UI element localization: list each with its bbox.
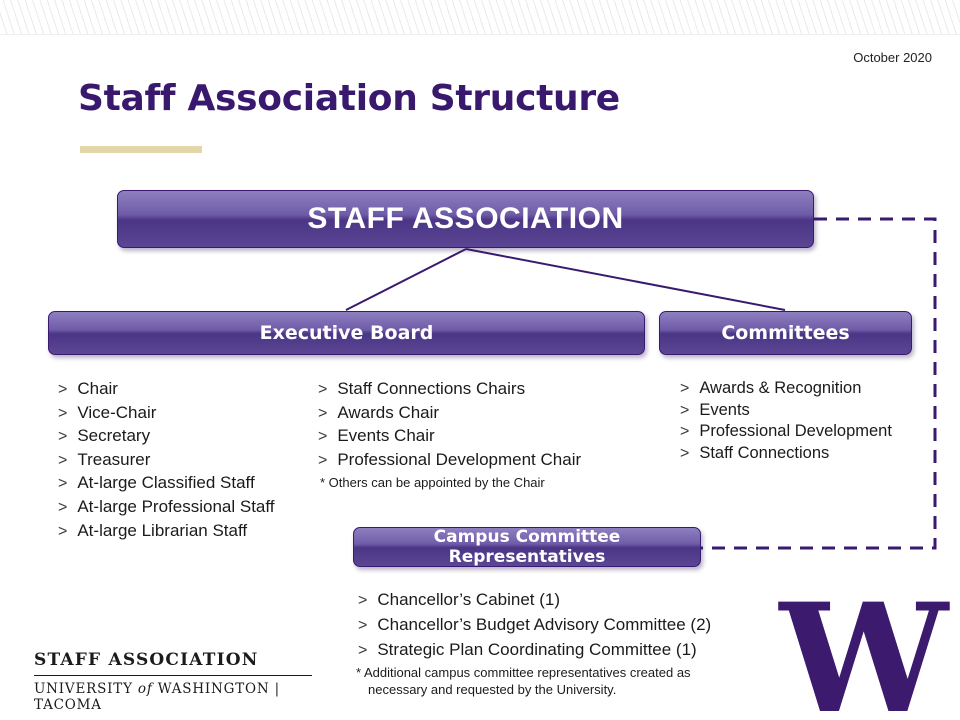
- bullet-marker-icon: >: [58, 381, 68, 398]
- bullet-marker-icon: >: [358, 592, 368, 609]
- footer-campus-text: WASHINGTON | TACOMA: [34, 681, 280, 713]
- bullet-marker-icon: >: [358, 617, 368, 634]
- bullet-marker-icon: >: [58, 451, 68, 469]
- list-item: [58, 520, 275, 544]
- bullet-marker-icon: >: [680, 401, 690, 419]
- campus-note-line-1: * Additional campus committee representatives created as: [356, 665, 691, 680]
- list-item-label: Professional Development Chair: [337, 449, 582, 469]
- page-title: Staff Association Structure: [78, 78, 620, 119]
- campus-representatives-note: [356, 664, 736, 698]
- node-committees[interactable]: Committees: [659, 311, 912, 355]
- node-campus-committee-representatives[interactable]: Campus Committee Representatives: [353, 527, 701, 567]
- executive-board-list-column-1: [58, 378, 275, 543]
- list-item-label: Events: [699, 400, 750, 419]
- list-item: [58, 496, 275, 520]
- list-item-label: Chair: [77, 379, 118, 398]
- bullet-marker-icon: >: [318, 428, 328, 446]
- list-item: [58, 449, 275, 473]
- top-hatched-band: [0, 0, 960, 35]
- node-staff-association[interactable]: STAFF ASSOCIATION: [117, 190, 814, 248]
- bullet-marker-icon: >: [58, 522, 68, 540]
- node-executive-board[interactable]: Executive Board: [48, 311, 645, 355]
- list-item: [680, 443, 892, 465]
- list-item: [358, 588, 711, 613]
- list-item-label: At-large Professional Staff: [77, 496, 275, 516]
- list-item: [358, 613, 711, 638]
- list-item: [318, 378, 581, 402]
- campus-representatives-list: [358, 588, 711, 663]
- list-item-label: Secretary: [77, 426, 151, 446]
- list-item: [58, 425, 275, 449]
- list-item-label: Vice-Chair: [77, 402, 157, 422]
- list-item-label: Chancellor’s Cabinet (1): [377, 590, 561, 609]
- list-item: [680, 421, 892, 443]
- list-item-label: Staff Connections: [699, 443, 830, 462]
- list-item: [680, 378, 892, 400]
- bullet-marker-icon: >: [318, 404, 328, 422]
- list-item: [58, 472, 275, 496]
- list-item: [680, 400, 892, 422]
- list-item-label: Awards Chair: [337, 402, 440, 422]
- bullet-marker-icon: >: [318, 381, 328, 398]
- uw-w-wordmark-icon: W: [779, 571, 948, 720]
- footer-logo: [34, 650, 314, 713]
- list-item-label: At-large Classified Staff: [77, 473, 255, 493]
- list-item-label: Chancellor’s Budget Advisory Committee (2): [377, 615, 712, 634]
- footer-logo-line-2: [34, 681, 314, 713]
- footer-logo-divider: [34, 675, 312, 676]
- slide-date: October 2020: [853, 50, 932, 65]
- list-item: [318, 449, 581, 473]
- list-item: [58, 402, 275, 426]
- footer-university-text: UNIVERSITY: [34, 681, 138, 697]
- list-item-label: Awards & Recognition: [699, 379, 862, 397]
- campus-note-line-2: necessary and requested by the University.: [368, 682, 617, 697]
- title-underline-accent: [80, 146, 202, 153]
- list-item-label: Events Chair: [337, 426, 435, 446]
- list-item-label: At-large Librarian Staff: [77, 520, 248, 540]
- bullet-marker-icon: >: [318, 451, 328, 469]
- bullet-marker-icon: >: [358, 642, 368, 659]
- list-item: [58, 378, 275, 402]
- footer-of-text: of: [137, 681, 153, 697]
- list-item-label: Treasurer: [77, 449, 151, 469]
- executive-board-note: * Others can be appointed by the Chair: [320, 475, 545, 490]
- bullet-marker-icon: >: [58, 404, 68, 422]
- bullet-marker-icon: >: [58, 498, 68, 516]
- list-item: [318, 425, 581, 449]
- list-item-label: Strategic Plan Coordinating Committee (1): [377, 640, 697, 659]
- bullet-marker-icon: >: [680, 380, 690, 397]
- list-item-label: Professional Development: [699, 422, 892, 440]
- bullet-marker-icon: >: [58, 475, 68, 493]
- bullet-marker-icon: >: [58, 428, 68, 446]
- bullet-marker-icon: >: [680, 444, 690, 462]
- list-item-label: Staff Connections Chairs: [337, 379, 526, 398]
- footer-logo-line-1: STAFF ASSOCIATION: [34, 650, 259, 670]
- bullet-marker-icon: >: [680, 423, 690, 440]
- committees-list: [680, 378, 892, 464]
- list-item: [358, 638, 711, 663]
- executive-board-list-column-2: [318, 378, 581, 472]
- list-item: [318, 402, 581, 426]
